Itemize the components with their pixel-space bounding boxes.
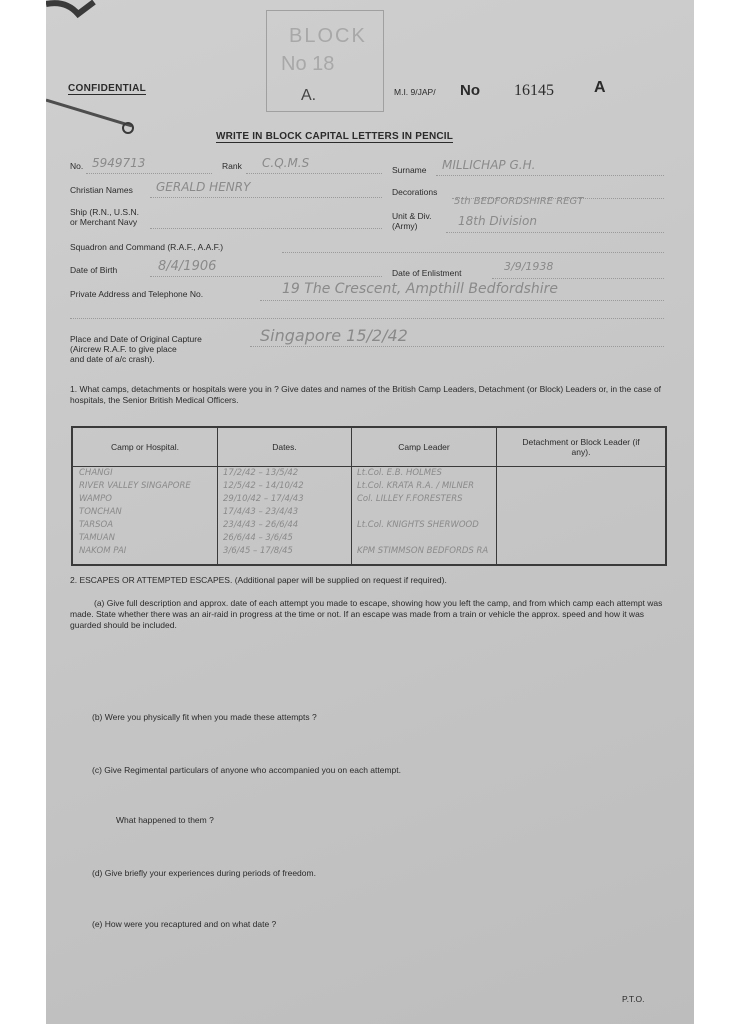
table-cell-leader: Lt.Col. KRATA R.A. / MILNER [357,481,475,491]
table-cell-camp: CHANGI [79,468,113,478]
squadron-rule [282,252,664,253]
question-2c-followup-text: What happened to them ? [116,815,214,825]
dob-value: 8/4/1906 [158,259,217,274]
capture-label-line1: Place and Date of Original Capture [70,334,202,344]
address-rule [260,300,664,301]
question-2b-text: (b) Were you physically fit when you made these attempts ? [92,712,317,722]
capture-label-line2: (Aircrew R.A.F. to give place [70,344,177,354]
enlistment-value: 3/9/1938 [504,260,554,273]
stamp-letter-text: A. [301,87,317,104]
enlistment-label: Date of Enlistment [392,268,462,278]
question-2d-text: (d) Give briefly your experiences during periods of freedom. [92,868,316,878]
table-header-detachment: Detachment or Block Leader (if any). [522,437,640,457]
unit-rule [446,232,664,233]
table-cell-camp: TARSOA [79,520,114,530]
table-col-rule-1 [217,466,218,564]
question-2-text: 2. ESCAPES OR ATTEMPTED ESCAPES. (Additional paper will be supplied on request if required). [70,575,447,585]
unit-value-line2: 18th Division [458,214,537,228]
rank-rule [246,173,382,174]
pto-label: P.T.O. [622,994,645,1004]
table-cell-dates: 12/5/42 – 14/10/42 [223,481,304,491]
table-cell-dates: 17/4/43 – 23/4/43 [223,507,299,517]
table-header-leader: Camp Leader [352,428,497,466]
table-cell-dates: 29/10/42 – 17/4/43 [223,494,304,504]
question-2a-text: (a) Give full description and approx. date of each attempt you made to escape, showing how you left the camp, and from which camp each attempt was made. State whether there was an air-raid in progress at the time or not. If an escape was made from a train or vehicle the approx. speed and how it was guarded should be included. [70,598,663,630]
rank-value: C.Q.M.S [262,156,310,170]
stamp-number-text: No 18 [281,53,335,75]
serial-suffix: A [594,79,606,96]
surname-value: MILLICHAP G.H. [442,158,536,172]
camps-table [71,426,667,566]
number-label: No [460,82,480,99]
christian-names-label: Christian Names [70,185,133,195]
table-cell-camp: TONCHAN [79,507,122,517]
table-cell-dates: 17/2/42 – 13/5/42 [223,468,299,478]
surname-rule [436,175,664,176]
table-cell-dates: 3/6/45 – 17/8/45 [223,546,293,556]
form-page [46,0,694,1024]
table-cell-leader: Col. LILLEY F.FORESTERS [357,494,463,504]
no-label: No. [70,161,84,171]
table-col-rule-2 [351,466,352,564]
unit-label-line1: Unit & Div. [392,211,432,221]
table-cell-camp: WAMPO [79,494,112,504]
question-2c-text: (c) Give Regimental particulars of anyone who accompanied you on each attempt. [92,765,401,775]
block-stamp [266,10,384,112]
form-heading: WRITE IN BLOCK CAPITAL LETTERS IN PENCIL [216,131,454,142]
confidential-label: CONFIDENTIAL [68,83,147,94]
table-cell-leader: Lt.Col. KNIGHTS SHERWOOD [357,520,479,530]
tag-string-icon [46,0,166,150]
table-header-camp: Camp or Hospital. [73,428,218,466]
serial-number: 16145 [514,82,554,99]
capture-value: Singapore 15/2/42 [260,326,408,345]
address-value: 19 The Crescent, Ampthill Bedfordshire [282,281,559,297]
table-cell-camp: NAKOM PAI [79,546,127,556]
table-header-dates: Dates. [218,428,352,466]
unit-label-line2: (Army) [392,221,418,231]
unit-value-line1: 5th BEDFORDSHIRE REGT [454,196,584,207]
table-cell-camp: TAMUAN [79,533,115,543]
stamp-block-text: BLOCK [289,25,367,47]
table-header-rule [73,466,665,467]
table-cell-camp: RIVER VALLEY SINGAPORE [79,481,191,491]
decorations-label: Decorations [392,187,438,197]
rank-label: Rank [222,161,242,171]
question-2e-text: (e) How were you recaptured and on what date ? [92,919,277,929]
table-cell-leader: Lt.Col. E.B. HOLMES [357,468,442,478]
ship-rule [150,228,382,229]
capture-label-line3: and date of a/c crash). [70,354,155,364]
enlistment-rule [492,278,664,279]
surname-label: Surname [392,165,427,175]
squadron-label: Squadron and Command (R.A.F., A.A.F.) [70,242,224,252]
table-cell-dates: 23/4/43 – 26/6/44 [223,520,299,530]
table-cell-leader: KPM STIMMSON BEDFORDS RA [357,546,489,556]
ship-label-line1: Ship (R.N., U.S.N. [70,207,139,217]
ship-label-line2: or Merchant Navy [70,217,138,227]
table-cell-dates: 26/6/44 – 3/6/45 [223,533,293,543]
address-rule-2 [70,318,664,319]
christian-names-value: GERALD HENRY [156,180,251,194]
christian-rule [150,197,382,198]
address-label: Private Address and Telephone No. [70,289,204,299]
dob-label: Date of Birth [70,265,118,275]
capture-rule [250,346,664,347]
no-rule [86,173,212,174]
reference-label: M.I. 9/JAP/ [394,87,436,97]
question-1-text: 1. What camps, detachments or hospitals were you in ? Give dates and names of the British Camp Leaders, Detachment (or Block) Leaders or, in the case of hospitals, the Senior British Medical Officers. [70,384,662,405]
no-value: 5949713 [92,156,146,170]
dob-rule [150,276,382,277]
table-col-rule-3 [496,466,497,564]
